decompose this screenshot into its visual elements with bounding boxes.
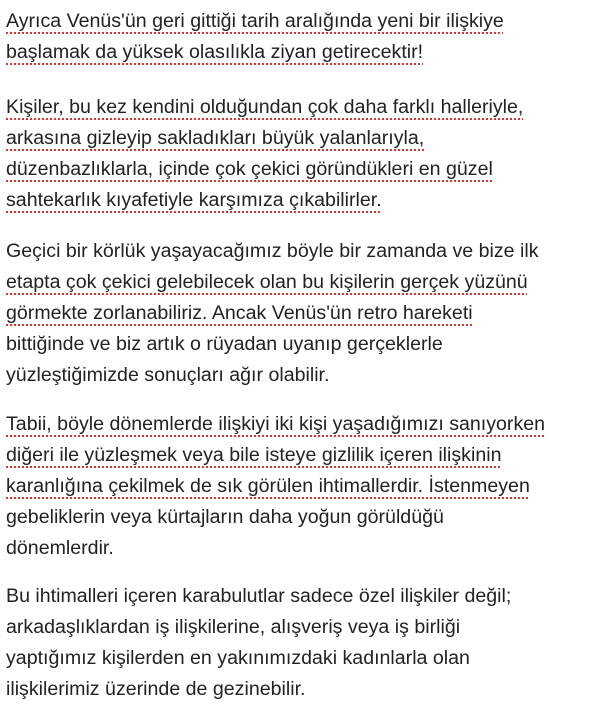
paragraph-1-line-2: başlamak da yüksek olasılıkla ziyan getirecektir! (6, 41, 424, 63)
paragraph-2-line-1: Kişiler, bu kez kendini olduğundan çok daha farklı halleriyle, (6, 96, 524, 118)
paragraph-2-line-2: arkasına gizleyip sakladıkları büyük yalanlarıyla, (6, 127, 425, 149)
paragraph-5-line-4: ilişkilerimiz üzerinde de gezinebilir. (6, 678, 306, 700)
paragraph-2 (6, 92, 600, 216)
paragraph-1-line-1: Ayrıca Venüs'ün geri gittiği tarih aralığında yeni bir ilişkiye (6, 10, 504, 32)
paragraph-3-line-1: Geçici bir körlük yaşayacağımız böyle bir zamanda ve bize ilk (6, 240, 539, 262)
paragraph-3-line-4: bittiğinde ve biz artık o rüyadan uyanıp gerçeklerle (6, 333, 443, 355)
paragraph-2-line-3: düzenbazlıklarla, içinde çok çekici göründükleri en güzel (6, 158, 493, 180)
paragraph-4 (6, 409, 600, 564)
paragraph-4-line-5: dönemlerdir. (6, 537, 114, 559)
paragraph-5 (6, 581, 600, 705)
paragraph-3 (6, 236, 600, 391)
paragraph-3-line-3: görmekte zorlanabiliriz. Ancak Venüs'ün retro hareketi (6, 302, 473, 324)
paragraph-5-line-2: arkadaşlıklardan iş ilişkilerine, alışveriş veya iş birliği (6, 616, 461, 638)
paragraph-4-line-4: gebeliklerin veya kürtajların daha yoğun görüldüğü (6, 506, 444, 528)
paragraph-3-line-2: etapta çok çekici gelebilecek olan bu kişilerin gerçek yüzünü (6, 271, 528, 293)
paragraph-4-line-3: karanlığına çekilmek de sık görülen ihtimallerdir. İstenmeyen (6, 475, 530, 497)
paragraph-4-line-2: diğeri ile yüzleşmek veya bile isteye gizlilik içeren ilişkinin (6, 444, 502, 466)
paragraph-5-line-1: Bu ihtimalleri içeren karabulutlar sadece özel ilişkiler değil; (6, 585, 512, 607)
paragraph-4-line-1: Tabii, böyle dönemlerde ilişkiyi iki kişi yaşadığımızı sanıyorken (6, 413, 546, 435)
paragraph-2-line-4: sahtekarlık kıyafetiyle karşımıza çıkabilirler. (6, 189, 382, 211)
paragraph-1 (6, 6, 600, 68)
paragraph-5-line-3: yaptığımız kişilerden en yakınımızdaki kadınlarla olan (6, 647, 470, 669)
paragraph-3-line-5: yüzleştiğimizde sonuçları ağır olabilir. (6, 364, 330, 386)
